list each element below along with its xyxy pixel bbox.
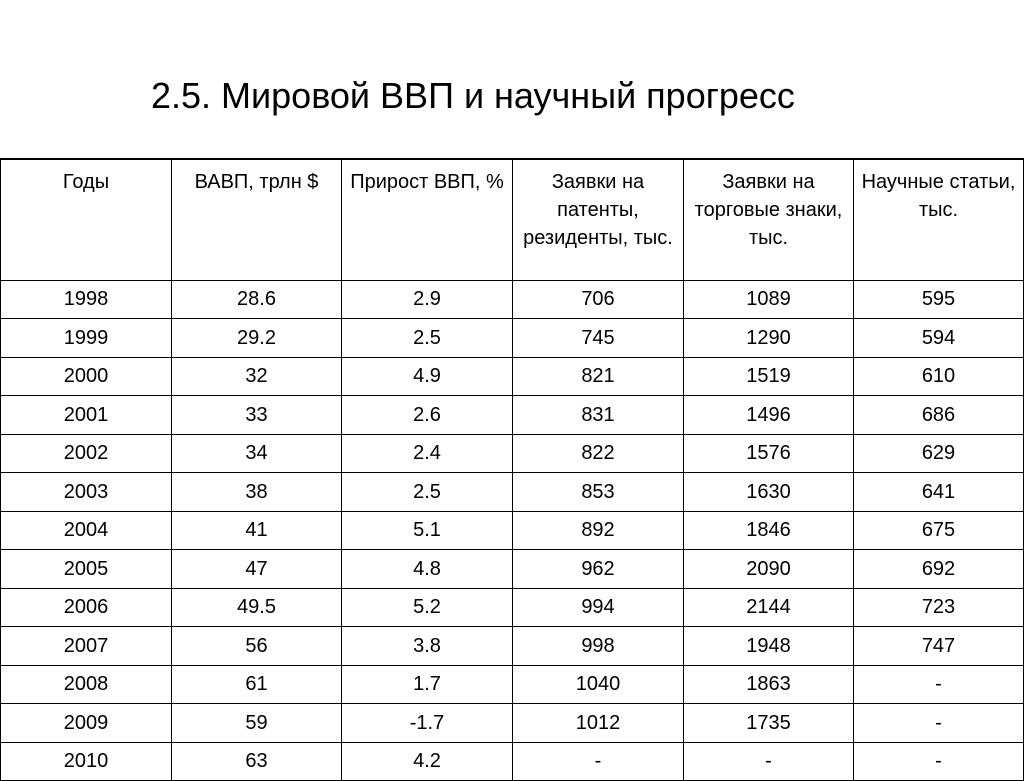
table-row [1,627,1024,666]
cell-trademarks: 1846 [684,511,854,550]
cell-patents: - [513,742,684,781]
cell-year: 2000 [1,357,172,396]
table-body [1,280,1024,781]
cell-gdp-growth: 3.8 [342,627,513,666]
cell-articles: 675 [854,511,1024,550]
cell-gdp: 29.2 [172,319,342,358]
cell-articles: - [854,665,1024,704]
cell-year: 1999 [1,319,172,358]
cell-patents: 1012 [513,704,684,743]
cell-year: 2007 [1,627,172,666]
cell-year: 2006 [1,588,172,627]
cell-trademarks: 1948 [684,627,854,666]
cell-year: 2004 [1,511,172,550]
cell-year: 2003 [1,473,172,512]
cell-gdp-growth: 2.5 [342,319,513,358]
cell-patents: 821 [513,357,684,396]
cell-articles: 610 [854,357,1024,396]
cell-trademarks: 1863 [684,665,854,704]
column-header-articles: Научные статьи, тыс. [854,159,1024,280]
cell-gdp: 33 [172,396,342,435]
cell-gdp: 32 [172,357,342,396]
table-row [1,319,1024,358]
table-row [1,665,1024,704]
cell-articles: 747 [854,627,1024,666]
cell-patents: 1040 [513,665,684,704]
cell-gdp-growth: 4.9 [342,357,513,396]
cell-patents: 853 [513,473,684,512]
cell-patents: 962 [513,550,684,589]
table-row [1,511,1024,550]
cell-trademarks: 2090 [684,550,854,589]
cell-articles: 692 [854,550,1024,589]
cell-gdp-growth: 4.8 [342,550,513,589]
table-row [1,704,1024,743]
cell-gdp: 38 [172,473,342,512]
cell-patents: 994 [513,588,684,627]
table-row [1,588,1024,627]
table-header-row [1,159,1024,280]
column-header-gdp-growth: Прирост ВВП, % [342,159,513,280]
cell-gdp: 34 [172,434,342,473]
cell-patents: 745 [513,319,684,358]
cell-year: 2002 [1,434,172,473]
cell-gdp: 49.5 [172,588,342,627]
cell-patents: 892 [513,511,684,550]
cell-gdp-growth: 2.9 [342,280,513,319]
cell-year: 2009 [1,704,172,743]
cell-gdp-growth: 4.2 [342,742,513,781]
cell-trademarks: 1576 [684,434,854,473]
column-header-years: Годы [1,159,172,280]
cell-gdp: 41 [172,511,342,550]
cell-trademarks: 2144 [684,588,854,627]
page-title: 2.5. Мировой ВВП и научный прогресс [151,75,795,116]
column-header-trademarks: Заявки на торговые знаки, тыс. [684,159,854,280]
table-row [1,357,1024,396]
cell-year: 2010 [1,742,172,781]
cell-gdp: 56 [172,627,342,666]
column-header-gdp: ВАВП, трлн $ [172,159,342,280]
cell-year: 2008 [1,665,172,704]
table-row [1,396,1024,435]
cell-gdp: 63 [172,742,342,781]
cell-gdp: 47 [172,550,342,589]
cell-gdp-growth: 5.1 [342,511,513,550]
cell-articles: 723 [854,588,1024,627]
cell-articles: - [854,704,1024,743]
cell-articles: 594 [854,319,1024,358]
cell-trademarks: 1496 [684,396,854,435]
cell-trademarks: 1519 [684,357,854,396]
cell-gdp-growth: 2.4 [342,434,513,473]
cell-trademarks: 1630 [684,473,854,512]
cell-trademarks: 1290 [684,319,854,358]
cell-articles: 595 [854,280,1024,319]
cell-gdp: 61 [172,665,342,704]
cell-gdp-growth: 1.7 [342,665,513,704]
column-header-patents: Заявки на патенты, резиденты, тыс. [513,159,684,280]
table-row [1,280,1024,319]
cell-patents: 998 [513,627,684,666]
table-row [1,742,1024,781]
cell-trademarks: 1735 [684,704,854,743]
cell-gdp: 59 [172,704,342,743]
cell-year: 1998 [1,280,172,319]
cell-patents: 831 [513,396,684,435]
data-table [0,158,1024,781]
table-row [1,550,1024,589]
cell-articles: - [854,742,1024,781]
table-row [1,473,1024,512]
cell-articles: 686 [854,396,1024,435]
cell-trademarks: - [684,742,854,781]
cell-gdp: 28.6 [172,280,342,319]
cell-patents: 822 [513,434,684,473]
table-row [1,434,1024,473]
cell-gdp-growth: 2.5 [342,473,513,512]
cell-articles: 641 [854,473,1024,512]
cell-patents: 706 [513,280,684,319]
cell-year: 2005 [1,550,172,589]
cell-articles: 629 [854,434,1024,473]
cell-gdp-growth: -1.7 [342,704,513,743]
cell-gdp-growth: 5.2 [342,588,513,627]
cell-year: 2001 [1,396,172,435]
cell-gdp-growth: 2.6 [342,396,513,435]
cell-trademarks: 1089 [684,280,854,319]
